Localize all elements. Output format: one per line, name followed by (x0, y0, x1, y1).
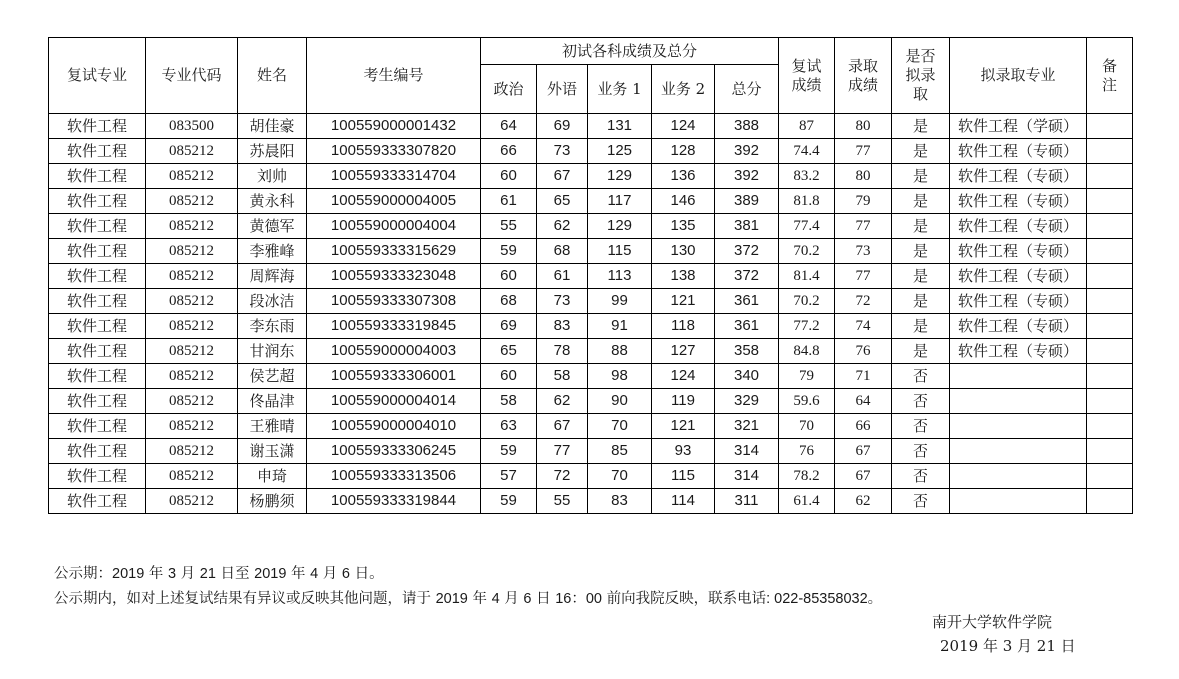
cell-name: 刘帅 (238, 164, 307, 189)
notice-text: 公示期内，如对上述复试结果有异议或反映其他问题，请于 (54, 591, 436, 607)
header-admission-score-line2: 成绩 (847, 75, 878, 94)
cell-retest-score: 79 (779, 364, 835, 389)
cell-foreign-language: 69 (537, 114, 588, 139)
cell-admitted: 是 (892, 314, 950, 339)
cell-admitted: 是 (892, 114, 950, 139)
cell-remark (1087, 289, 1133, 314)
header-admitted-line1: 是否 (905, 47, 936, 66)
cell-remark (1087, 239, 1133, 264)
cell-remark (1087, 464, 1133, 489)
text-period: 。 (867, 591, 883, 607)
cell-retest-score: 70.2 (779, 289, 835, 314)
cell-planned-major: 软件工程（专硕） (950, 314, 1087, 339)
publicity-label: 公示期： (54, 566, 112, 582)
header-retest-score (779, 38, 835, 114)
cell-foreign-language: 73 (537, 139, 588, 164)
cell-major-code: 085212 (146, 214, 238, 239)
cell-subject-1: 91 (588, 314, 652, 339)
cell-total: 372 (715, 239, 779, 264)
cell-major-code: 085212 (146, 364, 238, 389)
cell-total: 321 (715, 414, 779, 439)
cell-total: 372 (715, 264, 779, 289)
text-month-3: 月 (499, 591, 524, 607)
cell-admitted: 是 (892, 164, 950, 189)
cell-admission-score: 71 (835, 364, 892, 389)
header-planned-major: 拟录取专业 (950, 38, 1087, 114)
objection-notice-line (54, 587, 882, 608)
cell-major-code: 083500 (146, 114, 238, 139)
cell-name: 杨鹏须 (238, 489, 307, 514)
cell-planned-major: 软件工程（专硕） (950, 189, 1087, 214)
cell-total: 388 (715, 114, 779, 139)
cell-name: 申琦 (238, 464, 307, 489)
cell-retest-score: 78.2 (779, 464, 835, 489)
cell-foreign-language: 67 (537, 164, 588, 189)
time-colon: ： (571, 591, 586, 607)
header-politics: 政治 (481, 65, 537, 114)
cell-exam-number: 100559333319844 (307, 489, 481, 514)
cell-admission-score: 73 (835, 239, 892, 264)
cell-politics: 63 (481, 414, 537, 439)
cell-major-code: 085212 (146, 314, 238, 339)
cell-foreign-language: 83 (537, 314, 588, 339)
header-name: 姓名 (238, 38, 307, 114)
cell-retest-score: 74.4 (779, 139, 835, 164)
cell-name: 段冰洁 (238, 289, 307, 314)
deadline-day: 6 (523, 591, 532, 607)
cell-subject-1: 115 (588, 239, 652, 264)
cell-subject-2: 136 (652, 164, 715, 189)
cell-politics: 69 (481, 314, 537, 339)
text-day-end: 日。 (350, 566, 384, 582)
cell-exam-number: 100559000004004 (307, 214, 481, 239)
cell-subject-2: 138 (652, 264, 715, 289)
cell-subject-1: 85 (588, 439, 652, 464)
cell-admitted: 是 (892, 264, 950, 289)
cell-planned-major: 软件工程（专硕） (950, 264, 1087, 289)
text-year: 年 (144, 566, 168, 582)
header-remark-line2: 注 (1101, 75, 1117, 94)
cell-retest-score: 76 (779, 439, 835, 464)
text-day-3: 日 (531, 591, 556, 607)
end-year: 2019 (254, 566, 287, 582)
table-row (49, 414, 1133, 439)
cell-major: 软件工程 (49, 389, 146, 414)
cell-foreign-language: 55 (537, 489, 588, 514)
cell-name: 黄德军 (238, 214, 307, 239)
table-row (49, 114, 1133, 139)
table-row (49, 289, 1133, 314)
cell-total: 340 (715, 364, 779, 389)
cell-subject-2: 115 (652, 464, 715, 489)
cell-planned-major (950, 489, 1087, 514)
table-row (49, 489, 1133, 514)
cell-total: 358 (715, 339, 779, 364)
cell-planned-major: 软件工程（专硕） (950, 214, 1087, 239)
cell-name: 黄永科 (238, 189, 307, 214)
cell-remark (1087, 364, 1133, 389)
text-day-to: 日至 (215, 566, 255, 582)
cell-subject-1: 90 (588, 389, 652, 414)
cell-subject-2: 124 (652, 364, 715, 389)
cell-foreign-language: 77 (537, 439, 588, 464)
start-year: 2019 (112, 566, 145, 582)
cell-major: 软件工程 (49, 414, 146, 439)
header-retest-score-line2: 成绩 (791, 75, 822, 94)
cell-foreign-language: 68 (537, 239, 588, 264)
cell-subject-2: 114 (652, 489, 715, 514)
cell-foreign-language: 78 (537, 339, 588, 364)
cell-major-code: 085212 (146, 439, 238, 464)
cell-name: 周辉海 (238, 264, 307, 289)
header-exam-number: 考生编号 (307, 38, 481, 114)
cell-politics: 64 (481, 114, 537, 139)
cell-planned-major: 软件工程（学硕） (950, 114, 1087, 139)
cell-foreign-language: 72 (537, 464, 588, 489)
cell-retest-score: 83.2 (779, 164, 835, 189)
cell-retest-score: 70 (779, 414, 835, 439)
cell-politics: 60 (481, 364, 537, 389)
cell-retest-score: 84.8 (779, 339, 835, 364)
cell-major: 软件工程 (49, 289, 146, 314)
cell-foreign-language: 65 (537, 189, 588, 214)
header-major-code: 专业代码 (146, 38, 238, 114)
cell-subject-2: 146 (652, 189, 715, 214)
cell-admitted: 是 (892, 189, 950, 214)
cell-remark (1087, 214, 1133, 239)
table-body (49, 114, 1133, 514)
cell-major-code: 085212 (146, 489, 238, 514)
cell-major-code: 085212 (146, 239, 238, 264)
phone-number: : 022-85358032 (766, 591, 868, 607)
cell-remark (1087, 264, 1133, 289)
cell-foreign-language: 73 (537, 289, 588, 314)
cell-subject-1: 113 (588, 264, 652, 289)
cell-exam-number: 100559333323048 (307, 264, 481, 289)
cell-planned-major (950, 414, 1087, 439)
cell-exam-number: 100559333313506 (307, 464, 481, 489)
cell-admission-score: 67 (835, 439, 892, 464)
cell-politics: 65 (481, 339, 537, 364)
cell-admission-score: 77 (835, 139, 892, 164)
cell-subject-1: 70 (588, 414, 652, 439)
cell-retest-score: 61.4 (779, 489, 835, 514)
cell-name: 李雅峰 (238, 239, 307, 264)
cell-remark (1087, 389, 1133, 414)
cell-retest-score: 70.2 (779, 239, 835, 264)
cell-admission-score: 72 (835, 289, 892, 314)
cell-major-code: 085212 (146, 464, 238, 489)
table-row (49, 339, 1133, 364)
deadline-hour: 16 (555, 591, 572, 607)
cell-planned-major: 软件工程（专硕） (950, 239, 1087, 264)
cell-major-code: 085212 (146, 389, 238, 414)
cell-total: 361 (715, 289, 779, 314)
cell-major-code: 085212 (146, 414, 238, 439)
cell-admission-score: 67 (835, 464, 892, 489)
cell-admission-score: 79 (835, 189, 892, 214)
cell-name: 王雅晴 (238, 414, 307, 439)
cell-foreign-language: 58 (537, 364, 588, 389)
cell-major: 软件工程 (49, 139, 146, 164)
cell-planned-major (950, 364, 1087, 389)
header-admitted-line3: 取 (912, 84, 928, 103)
header-retest-score-line1: 复试 (791, 56, 822, 75)
cell-major: 软件工程 (49, 489, 146, 514)
cell-name: 胡佳豪 (238, 114, 307, 139)
cell-politics: 55 (481, 214, 537, 239)
cell-retest-score: 87 (779, 114, 835, 139)
table-row (49, 139, 1133, 164)
cell-major-code: 085212 (146, 139, 238, 164)
cell-exam-number: 100559333306001 (307, 364, 481, 389)
cell-major-code: 085212 (146, 164, 238, 189)
cell-subject-1: 98 (588, 364, 652, 389)
cell-subject-2: 127 (652, 339, 715, 364)
contact-text: 前向我院反映，联系电话 (601, 591, 767, 607)
cell-major: 软件工程 (49, 439, 146, 464)
header-prelim-group: 初试各科成绩及总分 (481, 38, 779, 65)
cell-total: 392 (715, 139, 779, 164)
cell-admitted: 否 (892, 464, 950, 489)
cell-politics: 57 (481, 464, 537, 489)
cell-admitted: 否 (892, 439, 950, 464)
cell-foreign-language: 62 (537, 389, 588, 414)
admission-results-table (48, 37, 1133, 514)
header-admission-score (835, 38, 892, 114)
deadline-minute: 00 (585, 591, 602, 607)
cell-retest-score: 81.4 (779, 264, 835, 289)
cell-major: 软件工程 (49, 214, 146, 239)
cell-politics: 59 (481, 439, 537, 464)
start-day: 21 (199, 566, 216, 582)
cell-subject-2: 119 (652, 389, 715, 414)
cell-planned-major: 软件工程（专硕） (950, 339, 1087, 364)
cell-exam-number: 100559000004014 (307, 389, 481, 414)
cell-admission-score: 80 (835, 164, 892, 189)
cell-remark (1087, 314, 1133, 339)
cell-major: 软件工程 (49, 364, 146, 389)
table-row (49, 239, 1133, 264)
cell-remark (1087, 414, 1133, 439)
deadline-month: 4 (491, 591, 500, 607)
cell-admission-score: 77 (835, 264, 892, 289)
cell-total: 381 (715, 214, 779, 239)
cell-admission-score: 62 (835, 489, 892, 514)
cell-foreign-language: 62 (537, 214, 588, 239)
table-row (49, 439, 1133, 464)
cell-remark (1087, 139, 1133, 164)
cell-remark (1087, 114, 1133, 139)
cell-politics: 60 (481, 164, 537, 189)
cell-planned-major: 软件工程（专硕） (950, 289, 1087, 314)
header-subject-2: 业务 2 (652, 65, 715, 114)
cell-admitted: 否 (892, 364, 950, 389)
cell-subject-1: 125 (588, 139, 652, 164)
cell-subject-1: 129 (588, 214, 652, 239)
table-row (49, 214, 1133, 239)
cell-major-code: 085212 (146, 189, 238, 214)
cell-remark (1087, 439, 1133, 464)
cell-remark (1087, 164, 1133, 189)
cell-total: 311 (715, 489, 779, 514)
cell-subject-2: 118 (652, 314, 715, 339)
cell-subject-2: 93 (652, 439, 715, 464)
cell-subject-1: 70 (588, 464, 652, 489)
cell-total: 314 (715, 439, 779, 464)
cell-exam-number: 100559333307308 (307, 289, 481, 314)
cell-planned-major: 软件工程（专硕） (950, 139, 1087, 164)
cell-retest-score: 59.6 (779, 389, 835, 414)
cell-major: 软件工程 (49, 464, 146, 489)
cell-subject-1: 83 (588, 489, 652, 514)
deadline-year: 2019 (435, 591, 468, 607)
table-row (49, 314, 1133, 339)
cell-subject-1: 129 (588, 164, 652, 189)
cell-name: 谢玉潇 (238, 439, 307, 464)
cell-admitted: 是 (892, 339, 950, 364)
cell-admitted: 否 (892, 414, 950, 439)
cell-exam-number: 100559333314704 (307, 164, 481, 189)
header-subject-1: 业务 1 (588, 65, 652, 114)
cell-politics: 59 (481, 239, 537, 264)
cell-subject-1: 117 (588, 189, 652, 214)
cell-subject-2: 130 (652, 239, 715, 264)
cell-politics: 66 (481, 139, 537, 164)
issue-date: 2019 年 3 月 21 日 (940, 637, 1076, 655)
cell-total: 389 (715, 189, 779, 214)
cell-total: 392 (715, 164, 779, 189)
text-month: 月 (176, 566, 200, 582)
cell-admission-score: 74 (835, 314, 892, 339)
header-admitted-question (892, 38, 950, 114)
table-row (49, 189, 1133, 214)
end-day: 6 (341, 566, 350, 582)
cell-politics: 61 (481, 189, 537, 214)
cell-admission-score: 66 (835, 414, 892, 439)
header-admitted-line2: 拟录 (905, 66, 936, 85)
cell-politics: 60 (481, 264, 537, 289)
cell-major: 软件工程 (49, 264, 146, 289)
cell-admitted: 是 (892, 139, 950, 164)
cell-subject-2: 135 (652, 214, 715, 239)
cell-name: 佟晶津 (238, 389, 307, 414)
text-year-3: 年 (467, 591, 492, 607)
cell-admitted: 是 (892, 239, 950, 264)
organization-name: 南开大学软件学院 (932, 613, 1053, 631)
cell-total: 361 (715, 314, 779, 339)
cell-politics: 59 (481, 489, 537, 514)
cell-admission-score: 77 (835, 214, 892, 239)
cell-major: 软件工程 (49, 189, 146, 214)
cell-major: 软件工程 (49, 114, 146, 139)
publicity-period-line (54, 562, 384, 583)
cell-admission-score: 64 (835, 389, 892, 414)
cell-subject-1: 88 (588, 339, 652, 364)
cell-planned-major (950, 464, 1087, 489)
table-row (49, 464, 1133, 489)
cell-exam-number: 100559333306245 (307, 439, 481, 464)
cell-remark (1087, 339, 1133, 364)
table-row (49, 264, 1133, 289)
cell-major: 软件工程 (49, 339, 146, 364)
cell-exam-number: 100559000004005 (307, 189, 481, 214)
table-row (49, 389, 1133, 414)
cell-subject-1: 99 (588, 289, 652, 314)
cell-planned-major: 软件工程（专硕） (950, 164, 1087, 189)
cell-major-code: 085212 (146, 289, 238, 314)
cell-admitted: 否 (892, 389, 950, 414)
cell-remark (1087, 189, 1133, 214)
cell-name: 苏晨阳 (238, 139, 307, 164)
cell-exam-number: 100559333315629 (307, 239, 481, 264)
header-admission-score-line1: 录取 (847, 56, 878, 75)
cell-major: 软件工程 (49, 239, 146, 264)
cell-admission-score: 80 (835, 114, 892, 139)
header-foreign-language: 外语 (537, 65, 588, 114)
end-month: 4 (310, 566, 319, 582)
cell-foreign-language: 67 (537, 414, 588, 439)
header-row-1 (49, 38, 1133, 65)
header-remark (1087, 38, 1133, 114)
cell-exam-number: 100559333307820 (307, 139, 481, 164)
cell-subject-2: 121 (652, 414, 715, 439)
cell-major-code: 085212 (146, 339, 238, 364)
cell-subject-2: 128 (652, 139, 715, 164)
header-total: 总分 (715, 65, 779, 114)
cell-name: 侯艺超 (238, 364, 307, 389)
cell-retest-score: 77.2 (779, 314, 835, 339)
cell-politics: 68 (481, 289, 537, 314)
cell-subject-2: 121 (652, 289, 715, 314)
text-month-2: 月 (318, 566, 342, 582)
header-major: 复试专业 (49, 38, 146, 114)
cell-politics: 58 (481, 389, 537, 414)
cell-retest-score: 77.4 (779, 214, 835, 239)
cell-planned-major (950, 389, 1087, 414)
cell-total: 314 (715, 464, 779, 489)
cell-remark (1087, 489, 1133, 514)
cell-exam-number: 100559000001432 (307, 114, 481, 139)
cell-admitted: 否 (892, 489, 950, 514)
cell-major: 软件工程 (49, 314, 146, 339)
cell-subject-2: 124 (652, 114, 715, 139)
header-remark-line1: 备 (1101, 56, 1117, 75)
cell-exam-number: 100559333319845 (307, 314, 481, 339)
text-year-2: 年 (286, 566, 311, 582)
cell-retest-score: 81.8 (779, 189, 835, 214)
cell-admitted: 是 (892, 289, 950, 314)
cell-planned-major (950, 439, 1087, 464)
cell-total: 329 (715, 389, 779, 414)
cell-name: 甘润东 (238, 339, 307, 364)
cell-admitted: 是 (892, 214, 950, 239)
cell-subject-1: 131 (588, 114, 652, 139)
table-row (49, 164, 1133, 189)
cell-admission-score: 76 (835, 339, 892, 364)
start-month: 3 (167, 566, 177, 582)
cell-exam-number: 100559000004010 (307, 414, 481, 439)
cell-major-code: 085212 (146, 264, 238, 289)
cell-major: 软件工程 (49, 164, 146, 189)
cell-foreign-language: 61 (537, 264, 588, 289)
cell-name: 李东雨 (238, 314, 307, 339)
cell-exam-number: 100559000004003 (307, 339, 481, 364)
table-row (49, 364, 1133, 389)
